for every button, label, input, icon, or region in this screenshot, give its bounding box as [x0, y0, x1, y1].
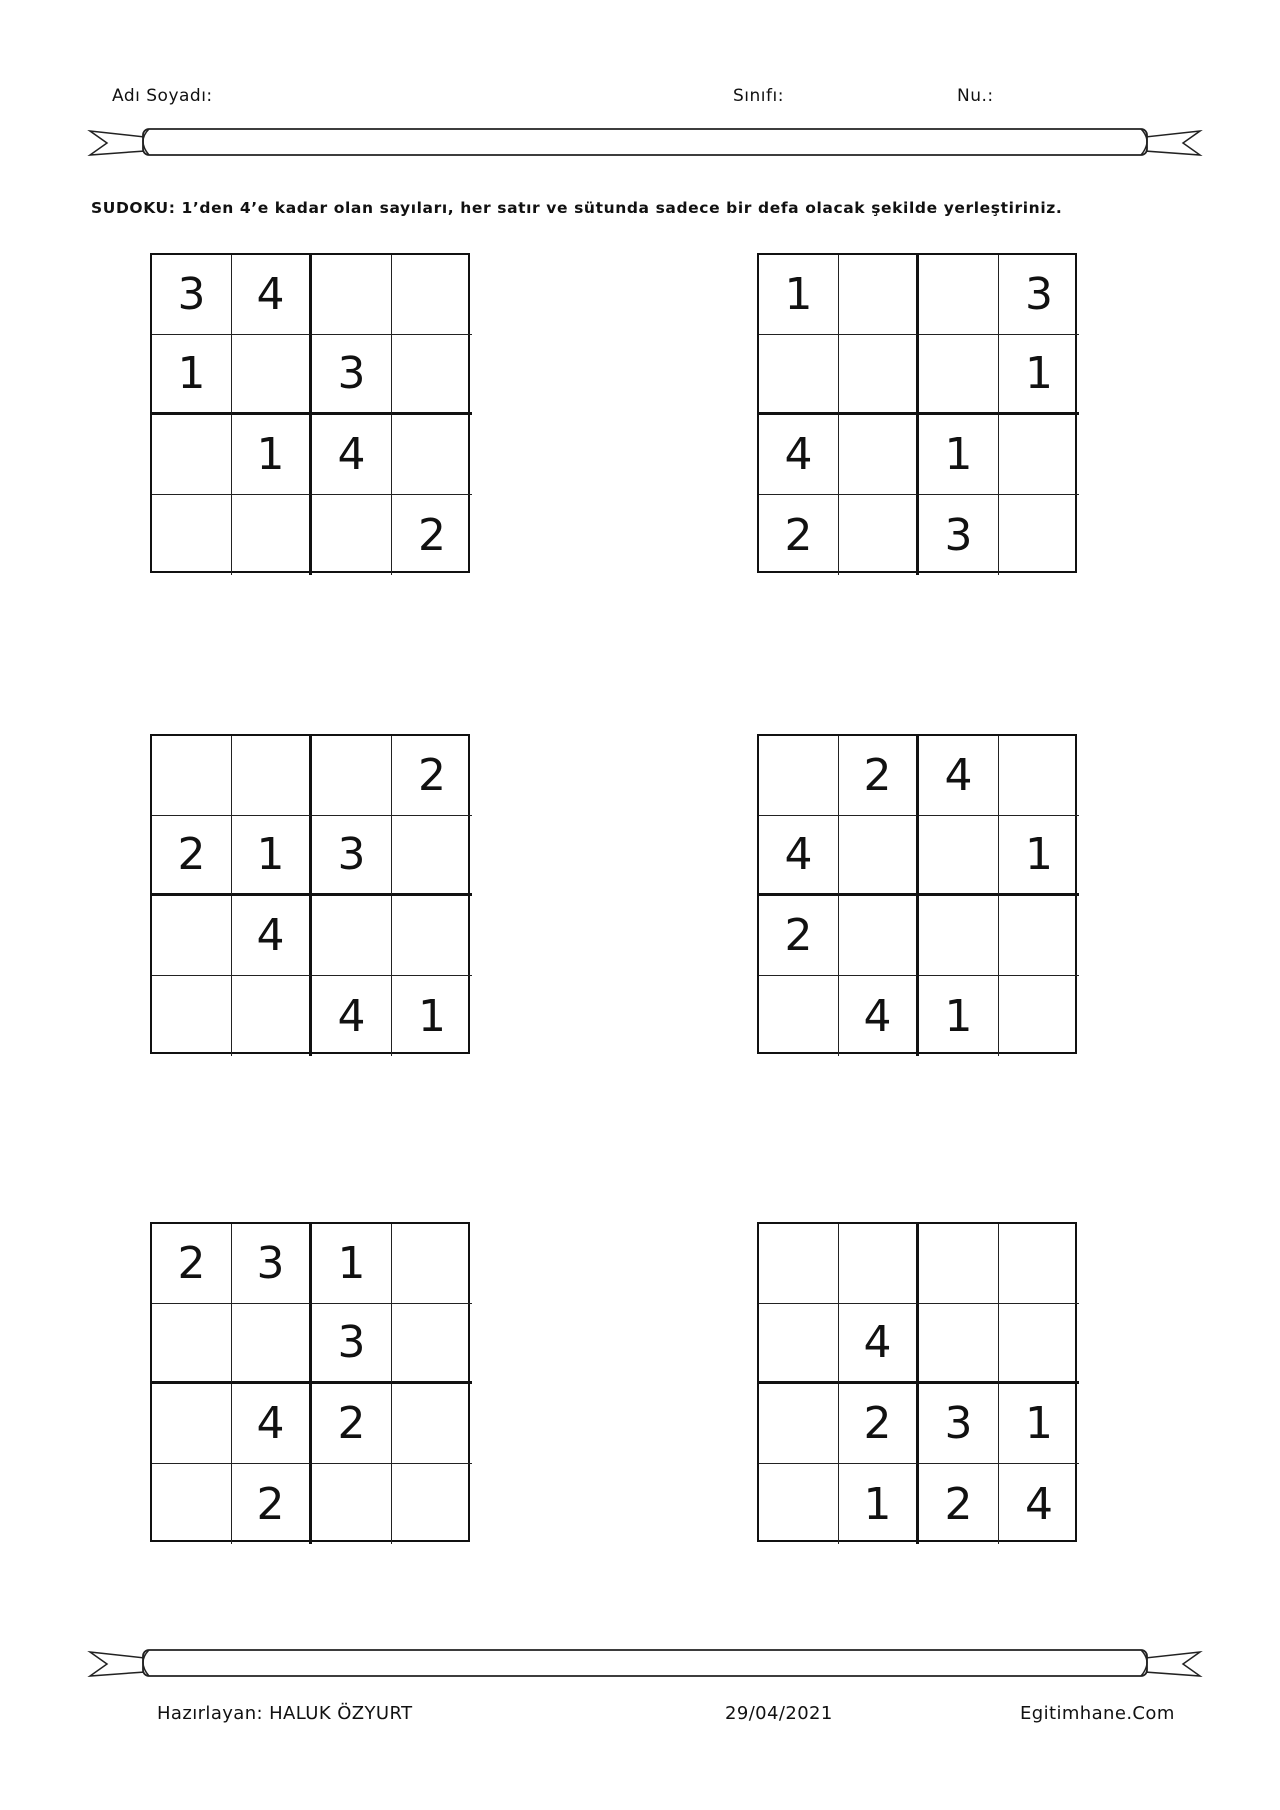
sudoku-cell: 4: [232, 255, 312, 335]
sudoku-cell: 3: [999, 255, 1079, 335]
sudoku-cell: [152, 976, 232, 1056]
sudoku-cell: 3: [152, 255, 232, 335]
sudoku-cell: 1: [232, 415, 312, 495]
sudoku-cell: [392, 816, 472, 896]
sudoku-cell: [999, 1224, 1079, 1304]
sudoku-cell: [759, 335, 839, 415]
sudoku-cell: 2: [759, 896, 839, 976]
sudoku-cell: [999, 495, 1079, 575]
sudoku-cell: [392, 1384, 472, 1464]
bottom-banner-divider: [85, 1642, 1205, 1682]
sudoku-cell: 3: [312, 335, 392, 415]
sudoku-cell: 4: [759, 816, 839, 896]
sudoku-cell: [999, 896, 1079, 976]
sudoku-grid-3: [150, 734, 470, 1054]
sudoku-cell: [392, 255, 472, 335]
sudoku-cell: 4: [919, 736, 999, 816]
class-label: Sınıfı:: [733, 86, 784, 106]
prepared-by-text: Hazırlayan: HALUK ÖZYURT: [157, 1703, 413, 1724]
sudoku-cell: 3: [232, 1224, 312, 1304]
sudoku-cell: [759, 1464, 839, 1544]
sudoku-cell: 1: [152, 335, 232, 415]
sudoku-cell: [759, 736, 839, 816]
sudoku-cell: [839, 1224, 919, 1304]
sudoku-cell: [839, 415, 919, 495]
sudoku-cell: 4: [839, 1304, 919, 1384]
sudoku-cell: 2: [312, 1384, 392, 1464]
sudoku-cell: [919, 1304, 999, 1384]
sudoku-cell: 4: [759, 415, 839, 495]
sudoku-cell: [392, 415, 472, 495]
sudoku-cell: 1: [418, 990, 446, 1042]
sudoku-cell: 1: [919, 415, 999, 495]
sudoku-cell: [152, 896, 232, 976]
sudoku-cell: 2: [152, 1224, 232, 1304]
sudoku-cell: [999, 415, 1079, 495]
sudoku-cell: [312, 255, 392, 335]
sudoku-cell: 4: [232, 896, 312, 976]
sudoku-cell: [312, 495, 392, 575]
sudoku-cell: [759, 1224, 839, 1304]
sudoku-cell: [312, 1464, 392, 1544]
date-text: 29/04/2021: [725, 1703, 833, 1724]
sudoku-grid-4: [757, 734, 1077, 1054]
sudoku-cell: 1: [999, 335, 1079, 415]
sudoku-cell: 4: [312, 976, 392, 1056]
number-label: Nu.:: [957, 86, 994, 106]
sudoku-cell: 2: [418, 509, 446, 561]
sudoku-grid-5: [150, 1222, 470, 1542]
sudoku-cell: [999, 736, 1079, 816]
sudoku-cell: [152, 1464, 232, 1544]
sudoku-cell: [839, 335, 919, 415]
sudoku-cell: [999, 1304, 1079, 1384]
sudoku-cell: [232, 1304, 312, 1384]
sudoku-cell: 4: [232, 1384, 312, 1464]
sudoku-cell: [312, 896, 392, 976]
sudoku-cell: [919, 255, 999, 335]
instruction-text: SUDOKU: 1’den 4’e kadar olan sayıları, her satır ve sütunda sadece bir defa olacak şekilde yerleştiriniz.: [91, 199, 1063, 217]
sudoku-cell: [759, 976, 839, 1056]
sudoku-cell: 3: [919, 495, 999, 575]
sudoku-cell: [152, 415, 232, 495]
sudoku-cell: 1: [999, 1384, 1079, 1464]
sudoku-cell: [152, 495, 232, 575]
sudoku-cell: 4: [1025, 1478, 1053, 1530]
sudoku-cell: [919, 896, 999, 976]
name-label: Adı Soyadı:: [112, 86, 213, 106]
sudoku-cell: [392, 1304, 472, 1384]
sudoku-cell: 1: [312, 1224, 392, 1304]
sudoku-cell: 1: [232, 816, 312, 896]
site-text: Egitimhane.Com: [1020, 1703, 1175, 1724]
sudoku-grid-2: [757, 253, 1077, 573]
sudoku-grid-6: [757, 1222, 1077, 1542]
sudoku-cell: [392, 1464, 472, 1544]
sudoku-cell: [232, 335, 312, 415]
sudoku-cell: 2: [839, 736, 919, 816]
sudoku-cell: [232, 736, 312, 816]
sudoku-cell: [232, 495, 312, 575]
sudoku-cell: 3: [312, 816, 392, 896]
sudoku-cell: 1: [839, 1464, 919, 1544]
sudoku-cell: 2: [232, 1464, 312, 1544]
sudoku-cell: [919, 335, 999, 415]
sudoku-cell: 1: [759, 255, 839, 335]
sudoku-cell: [152, 1304, 232, 1384]
sudoku-cell: 2: [759, 495, 839, 575]
sudoku-cell: [919, 1224, 999, 1304]
sudoku-cell: [999, 976, 1079, 1056]
sudoku-cell: [152, 736, 232, 816]
sudoku-cell: [839, 255, 919, 335]
sudoku-cell: [839, 495, 919, 575]
sudoku-cell: [759, 1304, 839, 1384]
sudoku-cell: 2: [839, 1384, 919, 1464]
sudoku-cell: 1: [919, 976, 999, 1056]
top-banner-divider: [85, 121, 1205, 161]
sudoku-cell: [152, 1384, 232, 1464]
sudoku-cell: [392, 896, 472, 976]
sudoku-cell: 2: [152, 816, 232, 896]
sudoku-cell: 2: [919, 1464, 999, 1544]
sudoku-cell: 4: [839, 976, 919, 1056]
sudoku-cell: [312, 736, 392, 816]
sudoku-cell: 2: [392, 736, 472, 816]
sudoku-grid-1: [150, 253, 470, 573]
sudoku-cell: 3: [919, 1384, 999, 1464]
sudoku-cell: 4: [312, 415, 392, 495]
sudoku-cell: 1: [999, 816, 1079, 896]
sudoku-cell: [392, 1224, 472, 1304]
sudoku-cell: [839, 896, 919, 976]
sudoku-cell: [919, 816, 999, 896]
sudoku-cell: [839, 816, 919, 896]
sudoku-cell: [392, 335, 472, 415]
sudoku-cell: [759, 1384, 839, 1464]
sudoku-cell: 3: [312, 1304, 392, 1384]
sudoku-cell: [232, 976, 312, 1056]
